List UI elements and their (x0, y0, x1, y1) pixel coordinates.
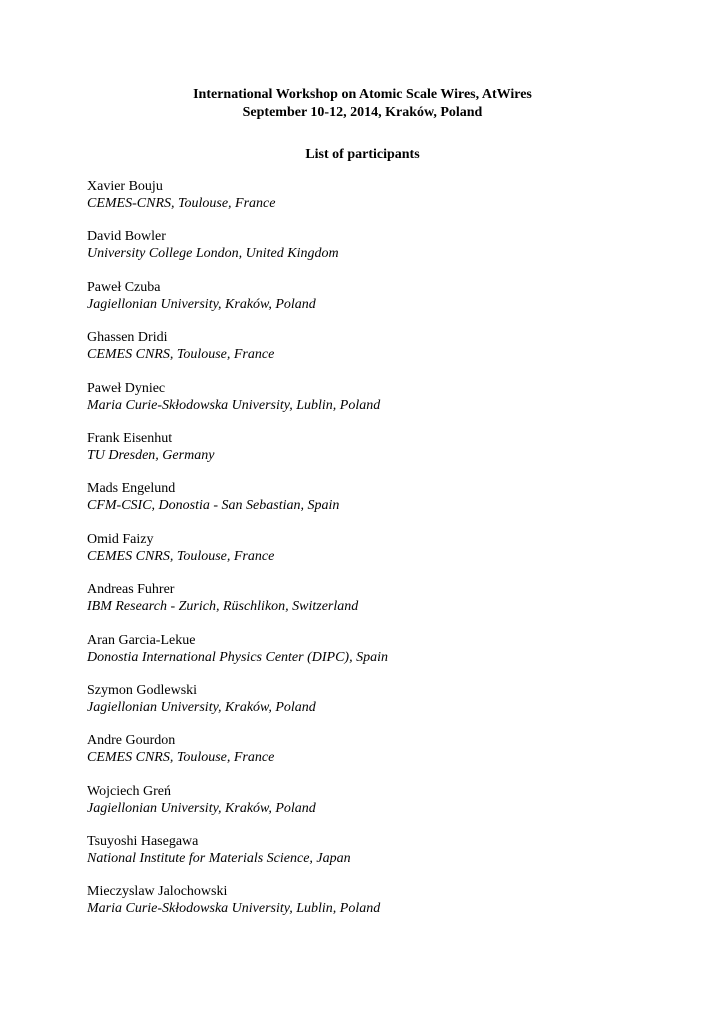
participant-name: Paweł Czuba (87, 279, 161, 295)
participant-name: Wojciech Greń (87, 783, 171, 799)
participant-affiliation: CEMES CNRS, Toulouse, France (87, 548, 275, 564)
participant-affiliation: Maria Curie-Skłodowska University, Lublin, Poland (87, 397, 381, 413)
participant-affiliation: IBM Research - Zurich, Rüschlikon, Switzerland (87, 599, 359, 615)
participant-entry (87, 531, 687, 581)
participant-name: Tsuyoshi Hasegawa (87, 834, 199, 850)
participant-affiliation: CFM-CSIC, Donostia - San Sebastian, Spain (87, 498, 340, 514)
participant-entry (87, 329, 687, 379)
participant-name: Frank Eisenhut (87, 430, 173, 446)
participant-affiliation: University College London, United Kingdom (87, 246, 339, 262)
participant-name: Ghassen Dridi (87, 330, 168, 346)
participant-affiliation: CEMES CNRS, Toulouse, France (87, 750, 275, 766)
participant-name: Xavier Bouju (87, 179, 163, 194)
participant-name: Paweł Dyniec (87, 380, 166, 396)
participant-affiliation: CEMES-CNRS, Toulouse, France (87, 196, 276, 211)
participant-entry (87, 178, 687, 228)
workshop-date-location: September 10-12, 2014, Kraków, Poland (242, 105, 483, 120)
participant-name: Szymon Godlewski (87, 682, 198, 698)
document-header (0, 86, 725, 122)
participant-entry (87, 279, 687, 329)
participant-name: Andre Gourdon (87, 733, 176, 749)
participant-entry (87, 581, 687, 631)
participant-name: Omid Faizy (87, 531, 154, 547)
participant-name: David Bowler (87, 229, 166, 245)
workshop-title: International Workshop on Atomic Scale Wires, AtWires (193, 87, 532, 102)
participant-affiliation: Jagiellonian University, Kraków, Poland (87, 296, 316, 312)
participant-affiliation: TU Dresden, Germany (87, 447, 215, 463)
participant-entry (87, 480, 687, 530)
participant-affiliation: Donostia International Physics Center (DIPC), Spain (87, 649, 388, 665)
participant-entry (87, 732, 687, 782)
participant-entry (87, 632, 687, 682)
participant-entry (87, 783, 687, 833)
participant-entry (87, 682, 687, 732)
participant-name: Aran Garcia-Lekue (87, 632, 196, 648)
participant-affiliation: Maria Curie-Skłodowska University, Lublin, Poland (87, 901, 381, 917)
participant-affiliation: National Institute for Materials Science, Japan (87, 851, 351, 867)
participant-entry (87, 380, 687, 430)
participant-entry (87, 833, 687, 883)
participant-list (87, 178, 687, 934)
participant-affiliation: CEMES CNRS, Toulouse, France (87, 347, 275, 363)
participant-entry (87, 430, 687, 480)
participant-entry (87, 883, 687, 933)
participant-affiliation: Jagiellonian University, Kraków, Poland (87, 699, 316, 715)
participant-name: Mieczyslaw Jalochowski (87, 884, 228, 900)
participant-name: Mads Engelund (87, 481, 176, 497)
participant-name: Andreas Fuhrer (87, 582, 175, 598)
participant-entry (87, 228, 687, 278)
participant-affiliation: Jagiellonian University, Kraków, Poland (87, 800, 316, 816)
list-title: List of participants (305, 147, 420, 162)
